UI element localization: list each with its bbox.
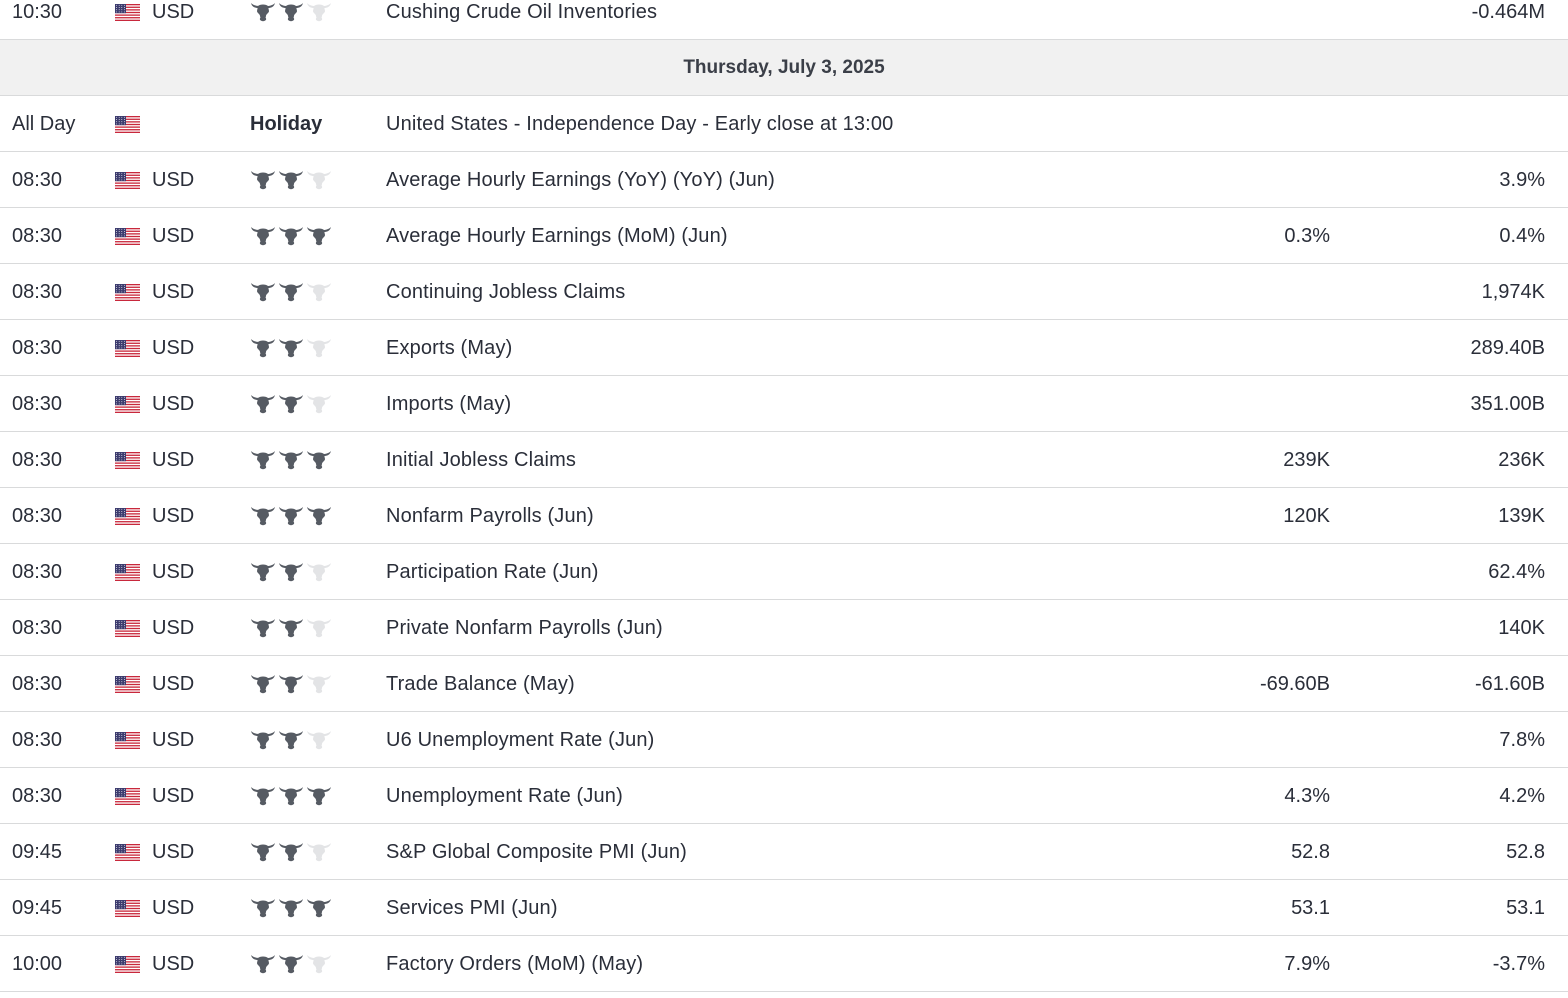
bull-icon bbox=[278, 168, 304, 192]
event-name[interactable]: Exports (May) bbox=[386, 337, 513, 359]
event-name[interactable]: Nonfarm Payrolls (Jun) bbox=[386, 505, 594, 527]
event-forecast: 239K bbox=[1283, 449, 1330, 471]
event-currency: USD bbox=[152, 337, 195, 359]
event-name[interactable]: Average Hourly Earnings (YoY) (YoY) (Jun) bbox=[386, 169, 775, 191]
bull-icon bbox=[306, 560, 332, 584]
event-name[interactable]: Cushing Crude Oil Inventories bbox=[386, 1, 658, 23]
impact-indicator bbox=[250, 896, 332, 920]
bull-icon bbox=[250, 224, 276, 248]
table-row[interactable] bbox=[0, 152, 1568, 208]
event-previous: 4.2% bbox=[1499, 785, 1545, 807]
event-name[interactable]: Continuing Jobless Claims bbox=[386, 281, 626, 303]
table-row[interactable] bbox=[0, 712, 1568, 768]
impact-indicator bbox=[250, 448, 332, 472]
event-time: 08:30 bbox=[12, 729, 63, 751]
us-flag-icon bbox=[115, 620, 140, 637]
bull-icon bbox=[278, 504, 304, 528]
event-currency: USD bbox=[152, 897, 195, 919]
event-time: 09:45 bbox=[12, 841, 63, 863]
table-row[interactable] bbox=[0, 768, 1568, 824]
bull-icon bbox=[250, 336, 276, 360]
event-name[interactable]: Factory Orders (MoM) (May) bbox=[386, 953, 644, 975]
event-time: 10:30 bbox=[12, 1, 63, 23]
event-time: 08:30 bbox=[12, 785, 63, 807]
event-forecast: 7.9% bbox=[1284, 953, 1330, 975]
event-currency: USD bbox=[152, 953, 195, 975]
table-row[interactable] bbox=[0, 0, 1568, 40]
bull-icon bbox=[306, 168, 332, 192]
event-previous: 1,974K bbox=[1481, 281, 1545, 303]
event-currency: USD bbox=[152, 617, 195, 639]
us-flag-icon bbox=[115, 900, 140, 917]
us-flag-icon bbox=[115, 116, 140, 133]
event-name[interactable]: Trade Balance (May) bbox=[386, 673, 575, 695]
bull-icon bbox=[306, 392, 332, 416]
bull-icon bbox=[278, 392, 304, 416]
bull-icon bbox=[278, 952, 304, 976]
us-flag-icon bbox=[115, 844, 140, 861]
impact-indicator bbox=[250, 952, 332, 976]
event-currency: USD bbox=[152, 785, 195, 807]
event-currency: USD bbox=[152, 505, 195, 527]
table-row[interactable] bbox=[0, 544, 1568, 600]
bull-icon bbox=[278, 448, 304, 472]
event-time: 08:30 bbox=[12, 449, 63, 471]
event-previous: 139K bbox=[1498, 505, 1545, 527]
bull-icon bbox=[278, 728, 304, 752]
event-time: 08:30 bbox=[12, 561, 63, 583]
event-time: 08:30 bbox=[12, 673, 63, 695]
event-name[interactable]: Imports (May) bbox=[386, 393, 512, 415]
bull-icon bbox=[250, 952, 276, 976]
impact-indicator bbox=[250, 392, 332, 416]
bull-icon bbox=[250, 616, 276, 640]
bull-icon bbox=[278, 0, 304, 24]
us-flag-icon bbox=[115, 284, 140, 301]
bull-icon bbox=[306, 840, 332, 864]
us-flag-icon bbox=[115, 564, 140, 581]
event-name[interactable]: Average Hourly Earnings (MoM) (Jun) bbox=[386, 225, 728, 247]
bull-icon bbox=[278, 672, 304, 696]
us-flag-icon bbox=[115, 396, 140, 413]
event-forecast: 53.1 bbox=[1291, 897, 1330, 919]
bull-icon bbox=[306, 728, 332, 752]
bull-icon bbox=[278, 896, 304, 920]
event-previous: 62.4% bbox=[1488, 561, 1545, 583]
bull-icon bbox=[250, 448, 276, 472]
event-time: 08:30 bbox=[12, 393, 63, 415]
bull-icon bbox=[306, 672, 332, 696]
event-name[interactable]: Initial Jobless Claims bbox=[386, 449, 577, 471]
impact-indicator bbox=[250, 560, 332, 584]
us-flag-icon bbox=[115, 228, 140, 245]
event-previous: 140K bbox=[1498, 617, 1545, 639]
table-row[interactable] bbox=[0, 432, 1568, 488]
event-previous: 351.00B bbox=[1470, 393, 1545, 415]
event-previous: 7.8% bbox=[1499, 729, 1545, 751]
bull-icon bbox=[306, 448, 332, 472]
day-header: Thursday, July 3, 2025 bbox=[683, 57, 885, 78]
event-forecast: 0.3% bbox=[1284, 225, 1330, 247]
event-name[interactable]: S&P Global Composite PMI (Jun) bbox=[386, 841, 687, 863]
bull-icon bbox=[250, 168, 276, 192]
impact-indicator bbox=[250, 0, 332, 24]
table-row[interactable] bbox=[0, 936, 1568, 992]
impact-indicator bbox=[250, 672, 332, 696]
bull-icon bbox=[306, 336, 332, 360]
event-previous: 289.40B bbox=[1470, 337, 1545, 359]
event-previous: 53.1 bbox=[1506, 897, 1545, 919]
bull-icon bbox=[250, 784, 276, 808]
bull-icon bbox=[278, 280, 304, 304]
bull-icon bbox=[306, 0, 332, 24]
bull-icon bbox=[306, 504, 332, 528]
table-row[interactable] bbox=[0, 320, 1568, 376]
bull-icon bbox=[250, 392, 276, 416]
bull-icon bbox=[278, 840, 304, 864]
event-name[interactable]: Unemployment Rate (Jun) bbox=[386, 785, 623, 807]
event-time: 10:00 bbox=[12, 953, 63, 975]
impact-indicator bbox=[250, 280, 332, 304]
event-forecast: 4.3% bbox=[1284, 785, 1330, 807]
event-forecast: -69.60B bbox=[1259, 673, 1330, 695]
event-previous: -3.7% bbox=[1492, 953, 1545, 975]
us-flag-icon bbox=[115, 172, 140, 189]
event-time: 08:30 bbox=[12, 281, 63, 303]
bull-icon bbox=[250, 728, 276, 752]
us-flag-icon bbox=[115, 452, 140, 469]
event-previous: -0.464M bbox=[1471, 1, 1545, 23]
impact-indicator bbox=[250, 336, 332, 360]
us-flag-icon bbox=[115, 956, 140, 973]
table-row[interactable] bbox=[0, 656, 1568, 712]
event-currency: USD bbox=[152, 225, 195, 247]
table-row[interactable] bbox=[0, 376, 1568, 432]
bull-icon bbox=[278, 560, 304, 584]
impact-indicator bbox=[250, 168, 332, 192]
event-name[interactable]: Participation Rate (Jun) bbox=[386, 561, 599, 583]
event-name[interactable]: Private Nonfarm Payrolls (Jun) bbox=[386, 617, 663, 639]
us-flag-icon bbox=[115, 676, 140, 693]
event-time: All Day bbox=[12, 113, 76, 135]
us-flag-icon bbox=[115, 508, 140, 525]
impact-indicator bbox=[250, 504, 332, 528]
table-row[interactable] bbox=[0, 880, 1568, 936]
bull-icon bbox=[250, 672, 276, 696]
bull-icon bbox=[250, 0, 276, 24]
bull-icon bbox=[306, 896, 332, 920]
impact-indicator bbox=[250, 728, 332, 752]
event-currency: USD bbox=[152, 169, 195, 191]
event-currency: USD bbox=[152, 841, 195, 863]
us-flag-icon bbox=[115, 732, 140, 749]
event-currency: USD bbox=[152, 673, 195, 695]
event-currency: USD bbox=[152, 729, 195, 751]
bull-icon bbox=[278, 336, 304, 360]
table-row[interactable] bbox=[0, 264, 1568, 320]
bull-icon bbox=[250, 560, 276, 584]
event-forecast: 120K bbox=[1283, 505, 1330, 527]
event-time: 08:30 bbox=[12, 225, 63, 247]
event-previous: 3.9% bbox=[1499, 169, 1545, 191]
us-flag-icon bbox=[115, 340, 140, 357]
table-row[interactable] bbox=[0, 824, 1568, 880]
bull-icon bbox=[306, 280, 332, 304]
event-forecast: 52.8 bbox=[1291, 841, 1330, 863]
event-currency: USD bbox=[152, 449, 195, 471]
event-time: 08:30 bbox=[12, 617, 63, 639]
holiday-event-name[interactable]: United States - Independence Day - Early close at 13:00 bbox=[386, 113, 894, 135]
event-previous: 236K bbox=[1498, 449, 1545, 471]
impact-indicator bbox=[250, 784, 332, 808]
event-currency: USD bbox=[152, 1, 195, 23]
bull-icon bbox=[250, 896, 276, 920]
bull-icon bbox=[278, 784, 304, 808]
bull-icon bbox=[250, 504, 276, 528]
impact-indicator bbox=[250, 224, 332, 248]
bull-icon bbox=[278, 224, 304, 248]
bull-icon bbox=[250, 840, 276, 864]
event-time: 08:30 bbox=[12, 169, 63, 191]
event-time: 08:30 bbox=[12, 505, 63, 527]
bull-icon bbox=[306, 784, 332, 808]
us-flag-icon bbox=[115, 4, 140, 21]
event-previous: 0.4% bbox=[1499, 225, 1545, 247]
bull-icon bbox=[306, 952, 332, 976]
bull-icon bbox=[306, 616, 332, 640]
bull-icon bbox=[306, 224, 332, 248]
event-name[interactable]: U6 Unemployment Rate (Jun) bbox=[386, 729, 655, 751]
event-name[interactable]: Services PMI (Jun) bbox=[386, 897, 558, 919]
event-previous: 52.8 bbox=[1506, 841, 1545, 863]
event-previous: -61.60B bbox=[1474, 673, 1545, 695]
impact-indicator bbox=[250, 616, 332, 640]
event-time: 08:30 bbox=[12, 337, 63, 359]
impact-indicator bbox=[250, 840, 332, 864]
holiday-row[interactable] bbox=[0, 96, 1568, 152]
event-currency: USD bbox=[152, 561, 195, 583]
bull-icon bbox=[250, 280, 276, 304]
event-currency: USD bbox=[152, 281, 195, 303]
event-time: 09:45 bbox=[12, 897, 63, 919]
table-row[interactable] bbox=[0, 488, 1568, 544]
event-currency: USD bbox=[152, 393, 195, 415]
holiday-label: Holiday bbox=[250, 113, 323, 135]
us-flag-icon bbox=[115, 788, 140, 805]
table-row[interactable] bbox=[0, 208, 1568, 264]
table-row[interactable] bbox=[0, 600, 1568, 656]
bull-icon bbox=[278, 616, 304, 640]
day-header-row bbox=[0, 40, 1568, 96]
